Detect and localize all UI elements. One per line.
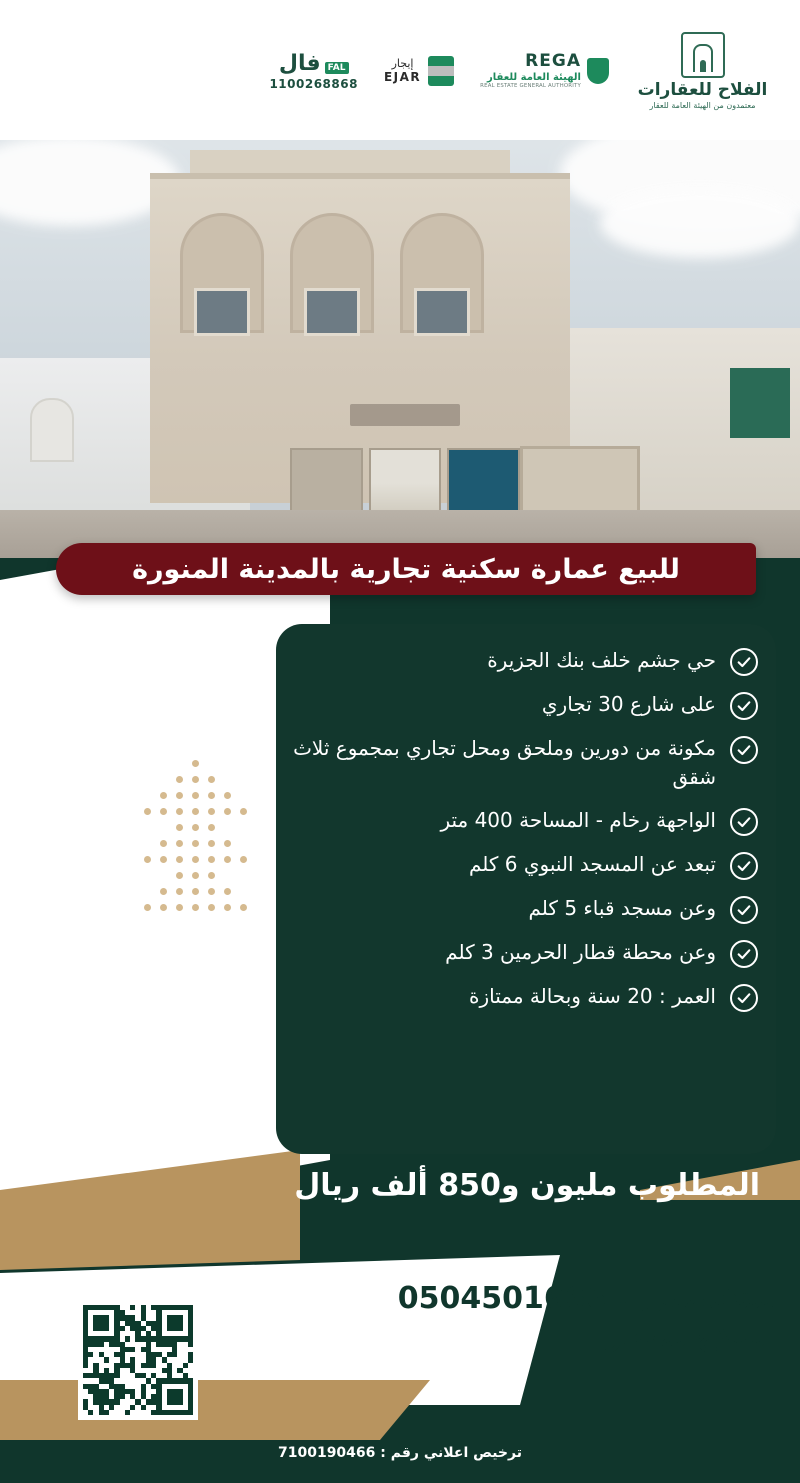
check-icon xyxy=(730,692,758,720)
brand-logo xyxy=(635,32,770,111)
feature-item xyxy=(290,646,758,676)
ejar-en-label: EJAR xyxy=(383,70,422,85)
feature-item xyxy=(290,734,758,792)
chevron-dots-ornament xyxy=(120,760,270,950)
feature-text: مكونة من دورين وملحق ومحل تجاري بمجموع ثلاث شقق xyxy=(293,736,716,789)
fal-logo xyxy=(269,51,358,91)
check-icon xyxy=(730,648,758,676)
window xyxy=(414,288,470,336)
qr-code-grid xyxy=(83,1305,193,1415)
feature-item xyxy=(290,894,758,924)
rega-sub-label: REAL ESTATE GENERAL AUTHORITY xyxy=(480,83,581,90)
gold-wedge-lower xyxy=(0,1380,430,1440)
brand-name: الفلاح للعقارات xyxy=(637,79,768,100)
feature-item xyxy=(290,850,758,880)
rega-en-label: REGA xyxy=(525,51,581,72)
features-card xyxy=(276,624,776,1154)
feature-text: العمر : 20 سنة وبحالة ممتازة xyxy=(469,984,716,1008)
qr-code-icon[interactable] xyxy=(78,1300,198,1420)
fal-badge-icon xyxy=(279,51,349,76)
check-icon xyxy=(730,808,758,836)
shop-front xyxy=(290,448,363,518)
feature-text: الواجهة رخام - المساحة 400 متر xyxy=(440,808,716,832)
fal-ar-label: فال xyxy=(278,51,321,76)
feature-text: وعن مسجد قباء 5 كلم xyxy=(528,896,716,920)
page-title: للبيع عمارة سكنية تجارية بالمدينة المنورة xyxy=(132,553,680,585)
contact-office: الفلاح للعقار xyxy=(606,1321,776,1353)
feature-item xyxy=(290,938,758,968)
brand-subtitle: معتمدون من الهيئة العامة للعقار xyxy=(649,101,756,111)
feature-item xyxy=(290,982,758,1012)
check-icon xyxy=(730,984,758,1012)
ejar-logo xyxy=(384,56,454,86)
feature-text: تبعد عن المسجد النبوي 6 كلم xyxy=(468,852,716,876)
shop-door xyxy=(447,448,520,518)
feature-item xyxy=(290,690,758,720)
building-arch-icon xyxy=(681,32,725,78)
rega-ar-label: الهيئة العامة للعقار xyxy=(486,71,581,83)
shop-signboard xyxy=(350,404,460,426)
feature-text: على شارع 30 تجاري xyxy=(541,692,716,716)
contact-phone[interactable]: للتفاصيل : 0504501666 xyxy=(397,1281,776,1316)
license-number: ترخيص اعلاني رقم : 7100190466 xyxy=(277,1445,522,1461)
property-photo xyxy=(0,128,800,558)
rega-shield-icon xyxy=(587,58,609,84)
entrance-gate xyxy=(520,446,640,520)
feature-item xyxy=(290,806,758,836)
window xyxy=(304,288,360,336)
green-awning xyxy=(730,368,790,438)
ground-floor-shops xyxy=(290,448,520,518)
price-text: المطلوب مليون و850 ألف ريال xyxy=(294,1168,760,1203)
fal-en-label: FAL xyxy=(325,62,349,74)
feature-text: وعن محطة قطار الحرمين 3 كلم xyxy=(445,940,716,964)
feature-text: حي جشم خلف بنك الجزيرة xyxy=(487,648,716,672)
logo-row xyxy=(0,16,800,126)
logo-band xyxy=(0,0,800,140)
fal-number: 1100268868 xyxy=(269,77,358,91)
title-ribbon xyxy=(56,543,756,595)
check-icon xyxy=(730,736,758,764)
cloud-shape xyxy=(600,188,800,258)
ejar-ar-label: إيجار xyxy=(391,57,414,71)
rega-text xyxy=(480,52,581,89)
check-icon xyxy=(730,852,758,880)
shop-shutter xyxy=(369,448,442,518)
check-icon xyxy=(730,896,758,924)
rega-logo xyxy=(480,52,609,89)
ejar-stripes-icon xyxy=(428,56,454,86)
check-icon xyxy=(730,940,758,968)
window xyxy=(194,288,250,336)
ejar-text xyxy=(384,57,421,85)
contact-block xyxy=(356,1280,776,1353)
